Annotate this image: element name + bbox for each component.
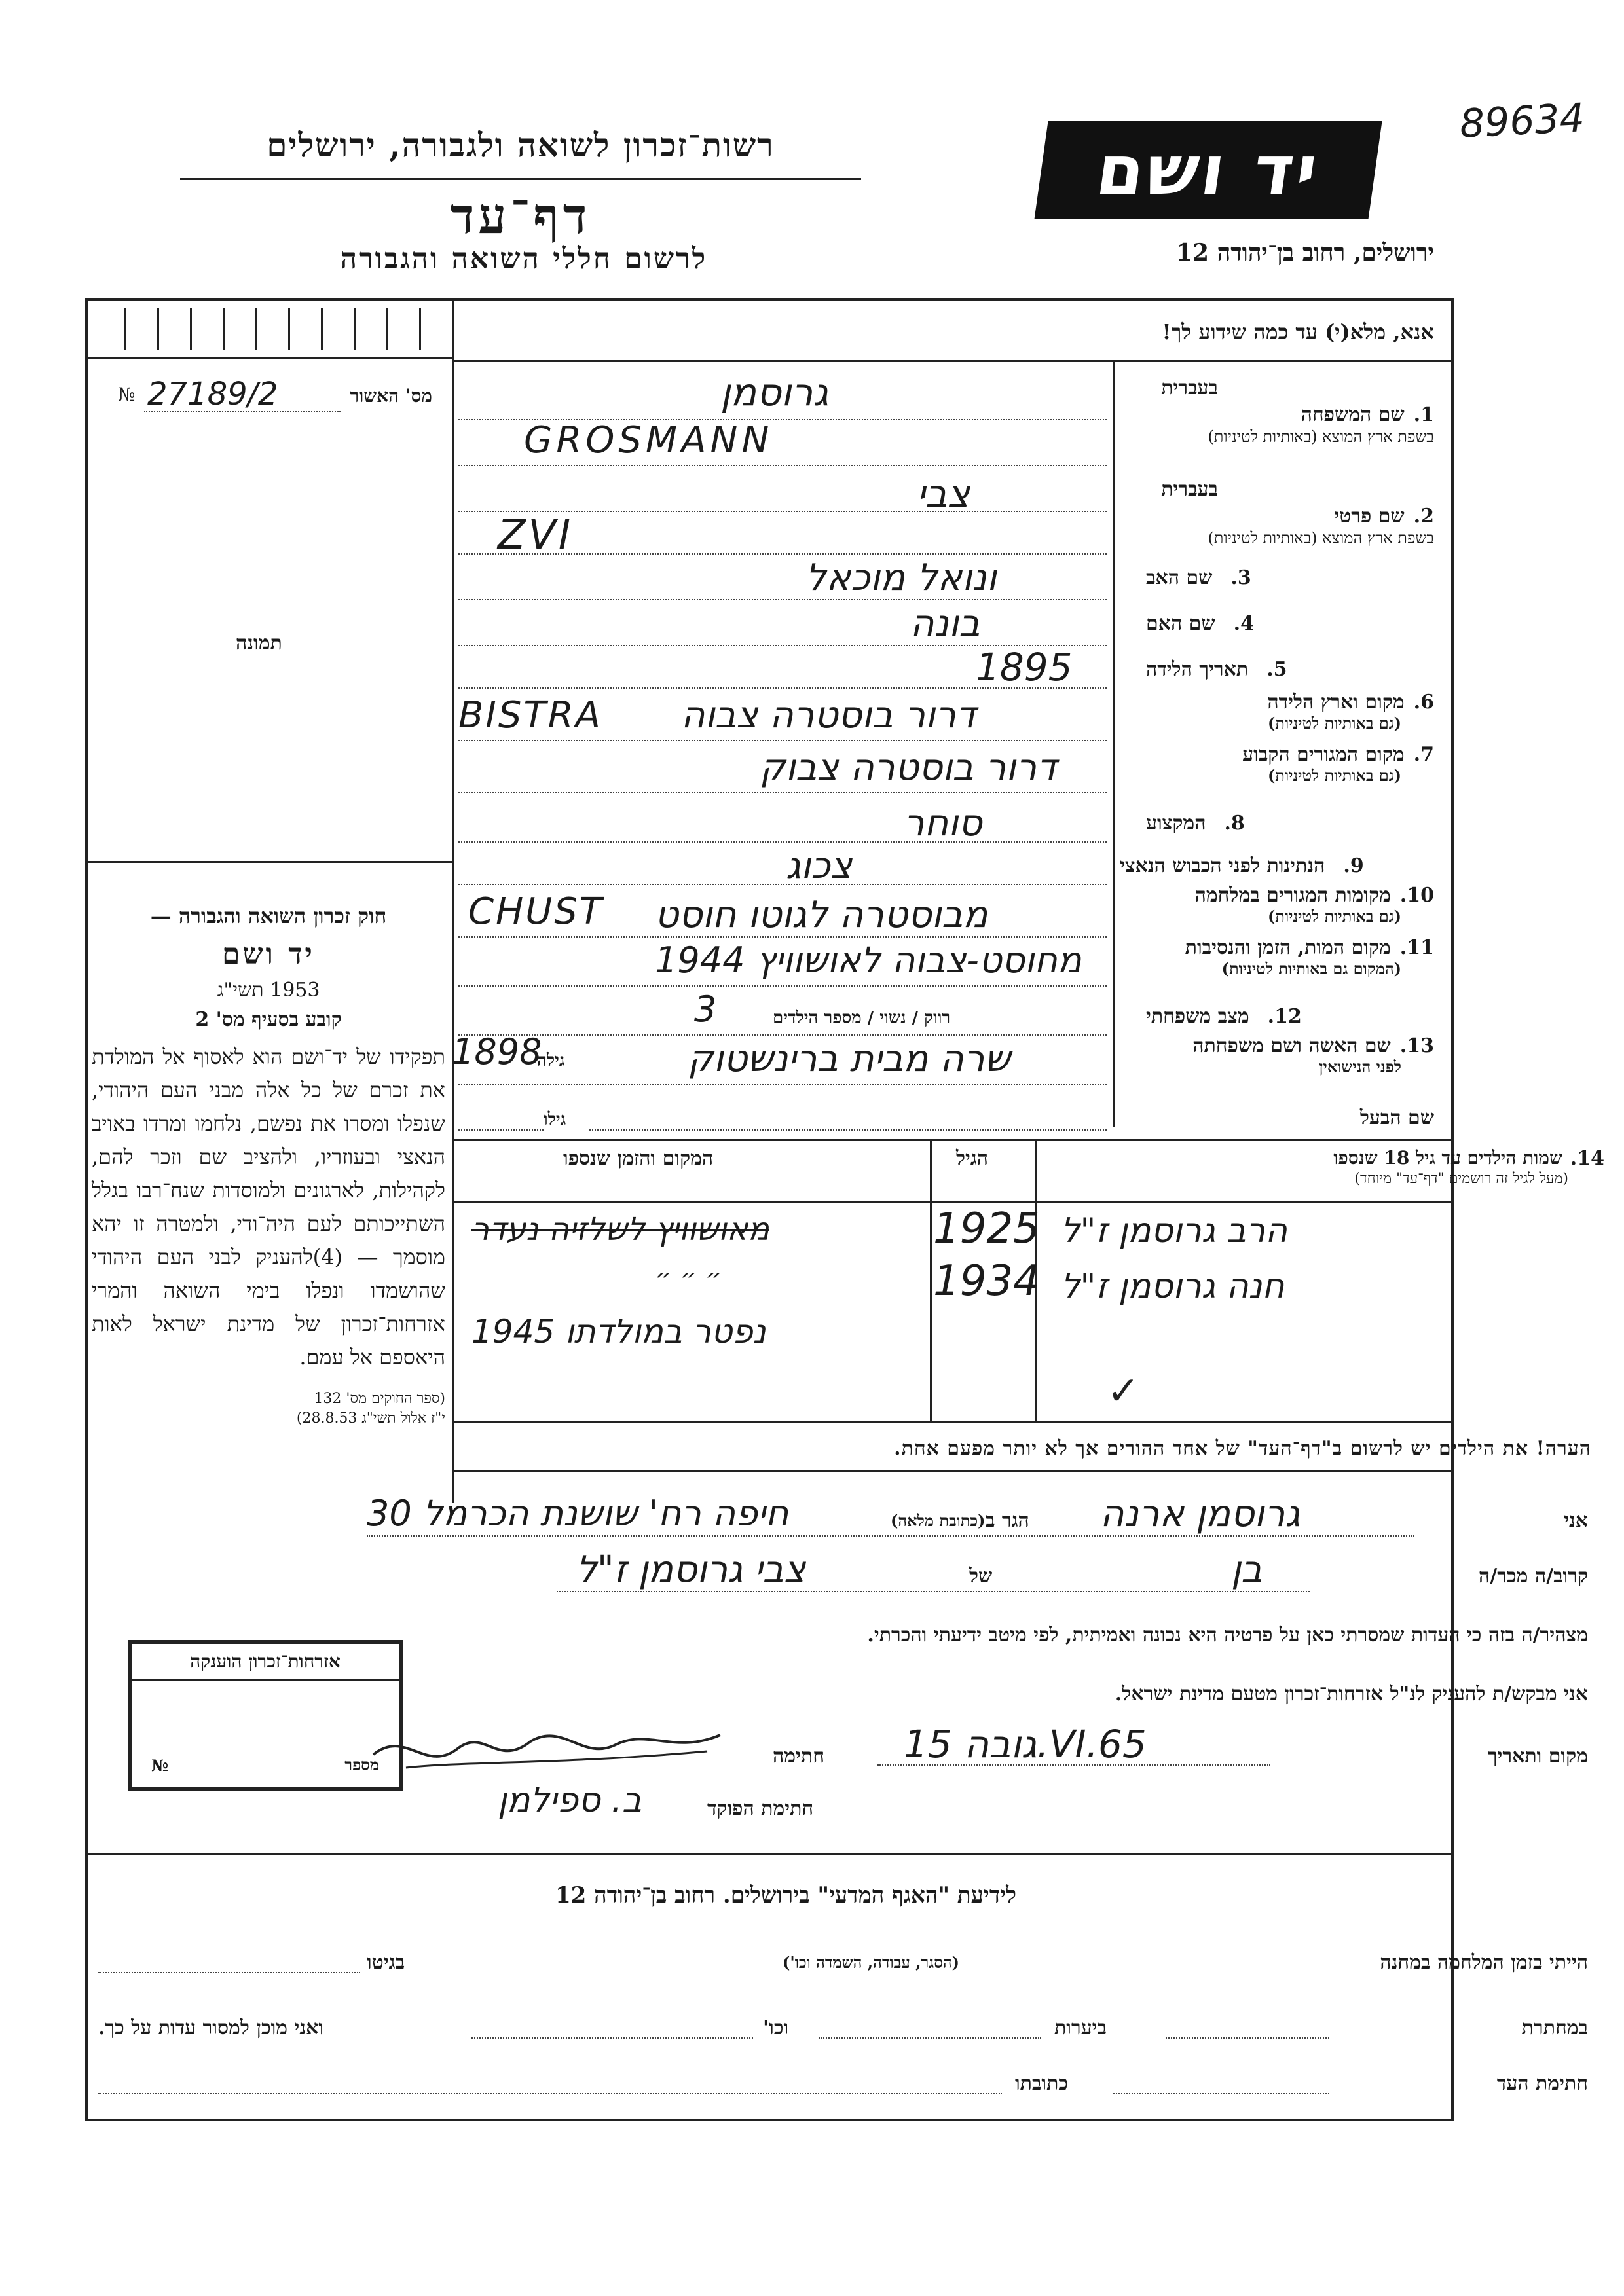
husband-age-label: גילו xyxy=(544,1110,566,1129)
child-row-1-age: 1925 xyxy=(933,1205,1040,1253)
registration-row xyxy=(105,376,439,419)
registration-value: 27189/2 xyxy=(147,376,278,412)
field-9-num: 9. xyxy=(1343,854,1364,877)
field-3-num: 3. xyxy=(1230,566,1251,589)
field-1-hebrew-value: גרוסמן xyxy=(720,370,829,414)
field-2-sub: בשפת ארץ המוצא (באותיות לטיניות) xyxy=(1208,529,1434,547)
declaration-of-name: צבי גרוסמן ז"ל xyxy=(576,1548,806,1591)
law-block xyxy=(92,903,445,1427)
witness-signature-label: חתימת העד xyxy=(1496,2072,1588,2095)
field-2-hebrew-value: צבי xyxy=(917,471,970,516)
signature-mark xyxy=(367,1715,733,1781)
field-9-value: צכוג xyxy=(786,845,853,887)
child-row-2-name: חנה גרוסמן ז"ל xyxy=(1061,1267,1285,1306)
lower-section-divider xyxy=(85,1853,1454,1855)
field-3-label: שם האב xyxy=(1146,566,1213,589)
field-10-labels xyxy=(1107,884,1434,926)
law-title: חוק זכרון השואה והגבורה — xyxy=(150,903,387,928)
law-clause: קובע בסעיף מס' 2 xyxy=(195,1008,342,1031)
field-10-num: 10. xyxy=(1399,884,1434,907)
officer-signature: ב. ספילמן xyxy=(498,1781,642,1820)
field-12-row xyxy=(1146,1005,1434,1028)
field-8-row xyxy=(1146,812,1434,835)
lower-header: לידיעת "האגף המדעי" בירושלים. רחוב בן־יהודה 12 xyxy=(555,1882,1016,1908)
field-6-latin-value: BISTRA xyxy=(458,694,602,737)
child-row-1-name: הרב גרוסמן ז"ל xyxy=(1061,1211,1288,1250)
children-table-bottom xyxy=(453,1421,1454,1423)
field-8-num: 8. xyxy=(1224,812,1245,835)
law-ref-1: (ספר החוקים מס' 132 xyxy=(314,1391,445,1407)
field-6-labels xyxy=(1107,691,1434,733)
children-table-col-age xyxy=(930,1139,932,1421)
instruction-divider xyxy=(453,360,1454,362)
institution-address: ירושלים, רחוב בן־יהודה 12 xyxy=(1175,239,1434,266)
husband-label: שם הבעל xyxy=(1359,1106,1434,1129)
child-row-2-place: ״ ״ ״ xyxy=(655,1264,722,1294)
field-11-num: 11. xyxy=(1399,936,1434,959)
ruler-ticks xyxy=(111,308,439,354)
field-4-label: שם האם xyxy=(1146,612,1215,635)
children-table-title: שמות הילדים עד גיל 18 שנספו xyxy=(1333,1147,1562,1169)
law-body: תפקידו של יד־ושם הוא לאסוף אל המולדת את זכרם של כל אלה מבני העם היהודי, שנפלו ומסרו את נפשם, נלחמו ומרדו באויב הנאצי ובעוזריו, ולהציב שם וזכר להם, לקהילות, לארגונים ולמוסדות שנח־רבו בגלל השתייכותם לעם היה־ודי, ולמטרה זו יהא מוסמך — (4)להעניק לבני העם היהודי שהושמדו ונפלו בימי השואה והמרי אזרחות־זכרון של מדינת ישראל לאות היאספם אל עמם. xyxy=(92,1044,446,1370)
field-10-sub: (גם באותיות לטיניות) xyxy=(1267,907,1401,926)
children-table-header-line xyxy=(453,1201,1454,1203)
camp-label: הייתי בזמן המלחמה במחנה xyxy=(1380,1951,1588,1974)
field-3-value: ונואל מוכאל xyxy=(805,556,997,599)
declaration-relation: בן xyxy=(1231,1548,1263,1591)
field-10-value: מבוסטרה לגוטו חוסט xyxy=(655,894,988,936)
child-row-1-place: מאושוויץ לשלזיה נעדר xyxy=(471,1211,769,1248)
authority-line: רשות־זכרון לשואה ולגבורה, ירושלים xyxy=(267,126,775,164)
field-7-num: 7. xyxy=(1413,743,1434,766)
field-9-row xyxy=(1120,854,1434,877)
field-4-num: 4. xyxy=(1233,612,1254,635)
field-1-num: 1. xyxy=(1413,403,1434,426)
forests-label: ביערות xyxy=(1054,2016,1107,2039)
field-6-num: 6. xyxy=(1413,691,1434,714)
field-13-sub: לפני הנישואין xyxy=(1319,1057,1401,1076)
field-2-latin-value: ZVI xyxy=(498,511,574,558)
citizenship-no-mark: № xyxy=(151,1756,169,1775)
field-1-side: בעברית xyxy=(1161,376,1218,399)
field-5-row xyxy=(1146,658,1434,681)
field-5-label: תאריך הלידה xyxy=(1146,658,1249,681)
field-11-sub: (המקום גם באותיות לטיניות) xyxy=(1221,959,1401,978)
declaration-address: חיפה רח' שושנת הכרמל 30 xyxy=(367,1493,789,1534)
field-1-label: שם המשפחה xyxy=(1301,403,1405,426)
field-11-value: מחוסט-צבוה לאושוויץ 1944 xyxy=(655,939,1082,981)
field-2-side: בעברית xyxy=(1161,478,1218,501)
field-5-value: 1895 xyxy=(976,645,1073,689)
declaration-relative-label: קרוב/ה מכר/ה xyxy=(1479,1565,1588,1588)
children-place-header: המקום והזמן שנספו xyxy=(563,1147,714,1170)
children-table-num: 14. xyxy=(1570,1147,1604,1170)
field-7-sub: (גם באותיות לטיניות) xyxy=(1267,766,1401,785)
declaration-request: אני מבקש/ת להעניק לנ"ל אזרחות־זכרון מטעם מדינת ישראל. xyxy=(1115,1683,1588,1705)
citizenship-box-title: אזרחות־זכרון הוענקה xyxy=(132,1644,399,1681)
note: הערה! את הילדים יש לרשום ב"דף־העד" של אחד ההורים אך לא יותר מפעם אחת. xyxy=(894,1437,1591,1460)
officer-label: חתימת הפוקד xyxy=(707,1797,814,1820)
check-mark-icon: ✓ xyxy=(1107,1368,1140,1414)
instruction: אנא, מלא(י) עד כמה שידוע לך! xyxy=(1162,319,1434,344)
field-3-row xyxy=(1146,566,1434,589)
camp-hint: (הסגר, עבודה, השמדה וכו') xyxy=(783,1953,960,1972)
child-row-2-age: 1934 xyxy=(933,1257,1040,1305)
field-13-age-label: גילה xyxy=(537,1051,565,1070)
field-1-latin-value: GROSMANN xyxy=(524,419,773,462)
left-column-divider xyxy=(452,298,454,1503)
underground-label: במחתרת xyxy=(1521,2016,1588,2039)
ghetto-label: בגיטו xyxy=(367,1951,405,1974)
field-13-num: 13. xyxy=(1399,1034,1434,1057)
field-8-value: סוחר xyxy=(904,802,982,845)
field-12-label: מצב משפחתי xyxy=(1146,1005,1249,1028)
field-5-num: 5. xyxy=(1266,658,1287,681)
note-divider xyxy=(453,1470,1454,1472)
field-12-options: רווק / נשוי / מספר הילדים xyxy=(773,1008,951,1028)
field-4-value: בונה xyxy=(910,602,980,645)
field-12-num: 12. xyxy=(1267,1005,1302,1028)
field-13-label: שם האשה ושם משפחתה xyxy=(1192,1034,1391,1057)
declaration-i-label: אני xyxy=(1564,1509,1588,1532)
photo-box-bottom xyxy=(85,861,453,863)
field-10-latin-value: CHUST xyxy=(468,890,604,933)
children-table-title-block xyxy=(1211,1147,1604,1187)
field-1-labels xyxy=(1107,376,1434,446)
field-11-label: מקום המות, הזמן והנסיבות xyxy=(1185,936,1391,959)
field-2-num: 2. xyxy=(1413,505,1434,528)
field-13-value: שרה מבית ברינשטוק xyxy=(688,1038,1011,1080)
field-2-label: שם פרטי xyxy=(1334,505,1405,528)
place-date-label: מקום ותאריך xyxy=(1487,1745,1588,1768)
declaration-of-label: של xyxy=(969,1565,993,1588)
field-12-children: 3 xyxy=(694,989,717,1030)
field-7-label: מקום המגורים הקבוע xyxy=(1242,743,1405,766)
field-10-label: מקומות המגורים במלחמה xyxy=(1194,884,1391,907)
field-6-value: דרור בוסטרה צבוה xyxy=(681,694,976,737)
law-name: יד ושם xyxy=(222,938,315,971)
declaration-statement: מצהיר/ה בזה כי העדות שמסרתי כאן על פרטיה היא נכונה ואמיתית, לפי מיטב ידיעתי והכרתי. xyxy=(867,1624,1588,1647)
field-7-value: דרור בוסטרה צבוק xyxy=(760,746,1057,789)
logo-text: יד ושם xyxy=(1091,130,1325,210)
field-8-label: המקצוע xyxy=(1146,812,1206,835)
field-13-labels xyxy=(1107,1034,1434,1077)
children-table-top xyxy=(453,1139,1454,1141)
field-6-label: מקום וארץ הלידה xyxy=(1267,691,1405,714)
citizenship-number-label: מספר xyxy=(344,1755,379,1774)
signature-label: חתימה xyxy=(773,1745,824,1768)
field-9-label: הנתינות לפני הכבוש הנאצי xyxy=(1120,854,1325,877)
field-2-labels xyxy=(1107,478,1434,548)
children-age-header: הגיל xyxy=(956,1147,989,1170)
place-date-value: גובה 15.VI.65 xyxy=(904,1722,1147,1766)
child-row-3-place: נפטר במולדתו 1945 xyxy=(471,1313,766,1351)
form-subtitle: לרשום חללי השואה והגבורה xyxy=(340,242,708,276)
declaration-resident-label: הגר ב xyxy=(986,1509,1029,1532)
field-6-sub: (גם באותיות לטיניות) xyxy=(1267,714,1401,733)
field-7-labels xyxy=(1107,743,1434,786)
field-11-labels xyxy=(1107,936,1434,979)
etc-label: וכו' xyxy=(763,2016,789,2039)
yad-vashem-logo xyxy=(1034,121,1382,219)
witness-address-label: כתובתו xyxy=(1015,2072,1069,2095)
field-1-sub: בשפת ארץ המוצא (באותיות לטיניות) xyxy=(1208,428,1434,446)
citizenship-box xyxy=(128,1640,403,1791)
declaration-address-hint: (כתובת מלאה) xyxy=(891,1511,986,1530)
law-year: 1953 תשי"ג xyxy=(217,979,320,1002)
authority-underline xyxy=(180,178,861,180)
law-ref-2: י"ז אלול תשי"ג 28.8.53) xyxy=(296,1410,445,1427)
ready-label: ואני מוכן למסור עדות על כך. xyxy=(98,2016,324,2039)
registration-label: מס' האשור xyxy=(350,385,432,407)
field-4-row xyxy=(1146,612,1434,635)
registration-no-mark: № xyxy=(118,384,136,405)
declaration-name: גרוסמן ארנה xyxy=(1100,1493,1301,1535)
children-table-sub: (מעל לגיל זה רושמים "דף־עד" מיוחד) xyxy=(1354,1171,1568,1187)
form-title: דף־עד xyxy=(450,187,591,245)
top-box-divider xyxy=(85,357,453,359)
photo-label: תמונה xyxy=(236,632,282,655)
archive-number: 89634 xyxy=(1458,95,1586,147)
field-13-age: 1898 xyxy=(452,1031,542,1072)
